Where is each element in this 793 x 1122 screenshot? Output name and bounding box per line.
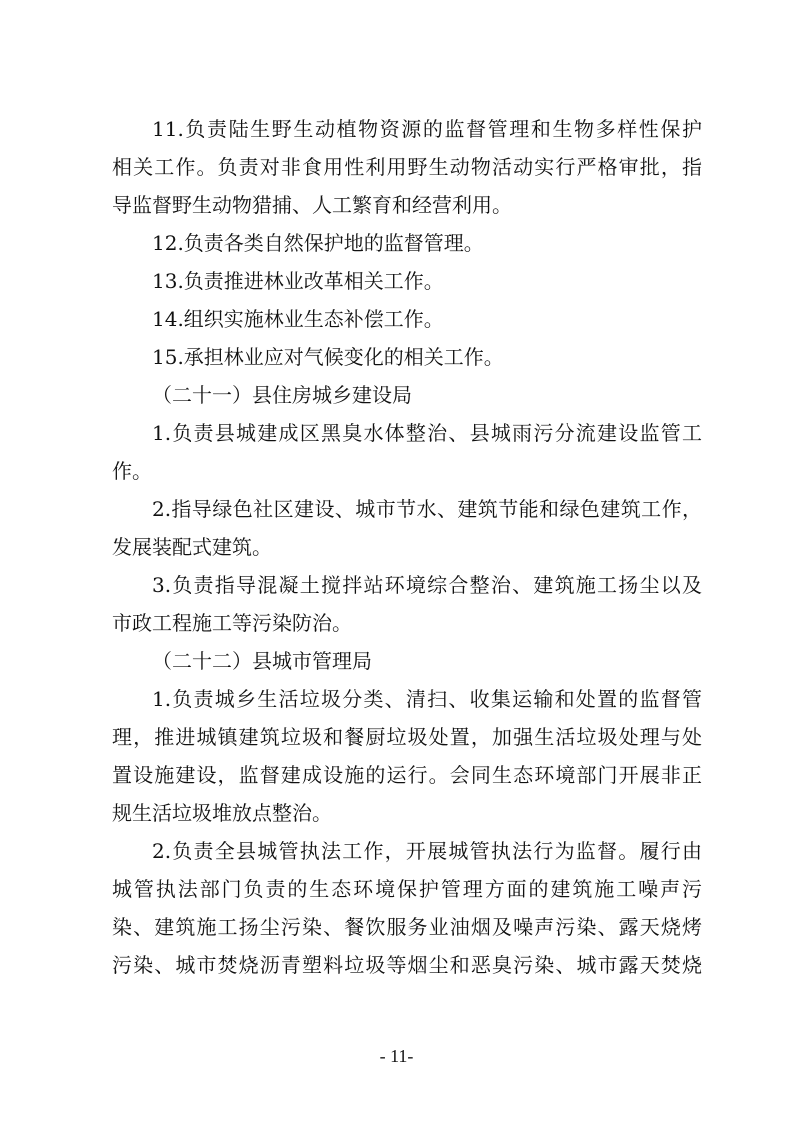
text-line: 市政工程施工等污染防治。	[112, 611, 352, 635]
section-heading: （二十二）县城市管理局	[152, 649, 372, 673]
text-line: 发展装配式建筑。	[112, 535, 272, 559]
text-line: 1.负责县城建成区黑臭水体整治、县城雨污分流建设监管工	[152, 421, 702, 445]
text-line: 理，推进城镇建筑垃圾和餐厨垃圾处置，加强生活垃圾处理与处	[112, 725, 702, 749]
section-heading: （二十一）县住房城乡建设局	[152, 383, 412, 407]
text-line: 2.指导绿色社区建设、城市节水、建筑节能和绿色建筑工作，	[152, 497, 702, 521]
text-line: 13.负责推进林业改革相关工作。	[152, 269, 444, 293]
text-line: 1.负责城乡生活垃圾分类、清扫、收集运输和处置的监督管	[152, 687, 702, 711]
page-number: - 11-	[379, 1046, 414, 1066]
text-line: 12.负责各类自然保护地的监督管理。	[152, 231, 484, 255]
text-line: 污染、城市焚烧沥青塑料垃圾等烟尘和恶臭污染、城市露天焚烧	[112, 953, 702, 977]
text-line: 3.负责指导混凝土搅拌站环境综合整治、建筑施工扬尘以及	[152, 573, 702, 597]
text-line: 置设施建设，监督建成设施的运行。会同生态环境部门开展非正	[112, 763, 702, 787]
text-line: 城管执法部门负责的生态环境保护管理方面的建筑施工噪声污	[112, 877, 702, 901]
text-line: 作。	[112, 459, 152, 483]
text-line: 导监督野生动物猎捕、人工繁育和经营利用。	[112, 193, 512, 217]
text-line: 染、建筑施工扬尘污染、餐饮服务业油烟及噪声污染、露天烧烤	[112, 915, 702, 939]
text-line: 相关工作。负责对非食用性利用野生动物活动实行严格审批，指	[112, 155, 702, 179]
text-line: 14.组织实施林业生态补偿工作。	[152, 307, 444, 331]
text-line: 2.负责全县城管执法工作，开展城管执法行为监督。履行由	[152, 839, 702, 863]
text-line: 15.承担林业应对气候变化的相关工作。	[152, 345, 504, 369]
text-line: 11.负责陆生野生动植物资源的监督管理和生物多样性保护	[152, 117, 702, 141]
text-line: 规生活垃圾堆放点整治。	[112, 801, 332, 825]
